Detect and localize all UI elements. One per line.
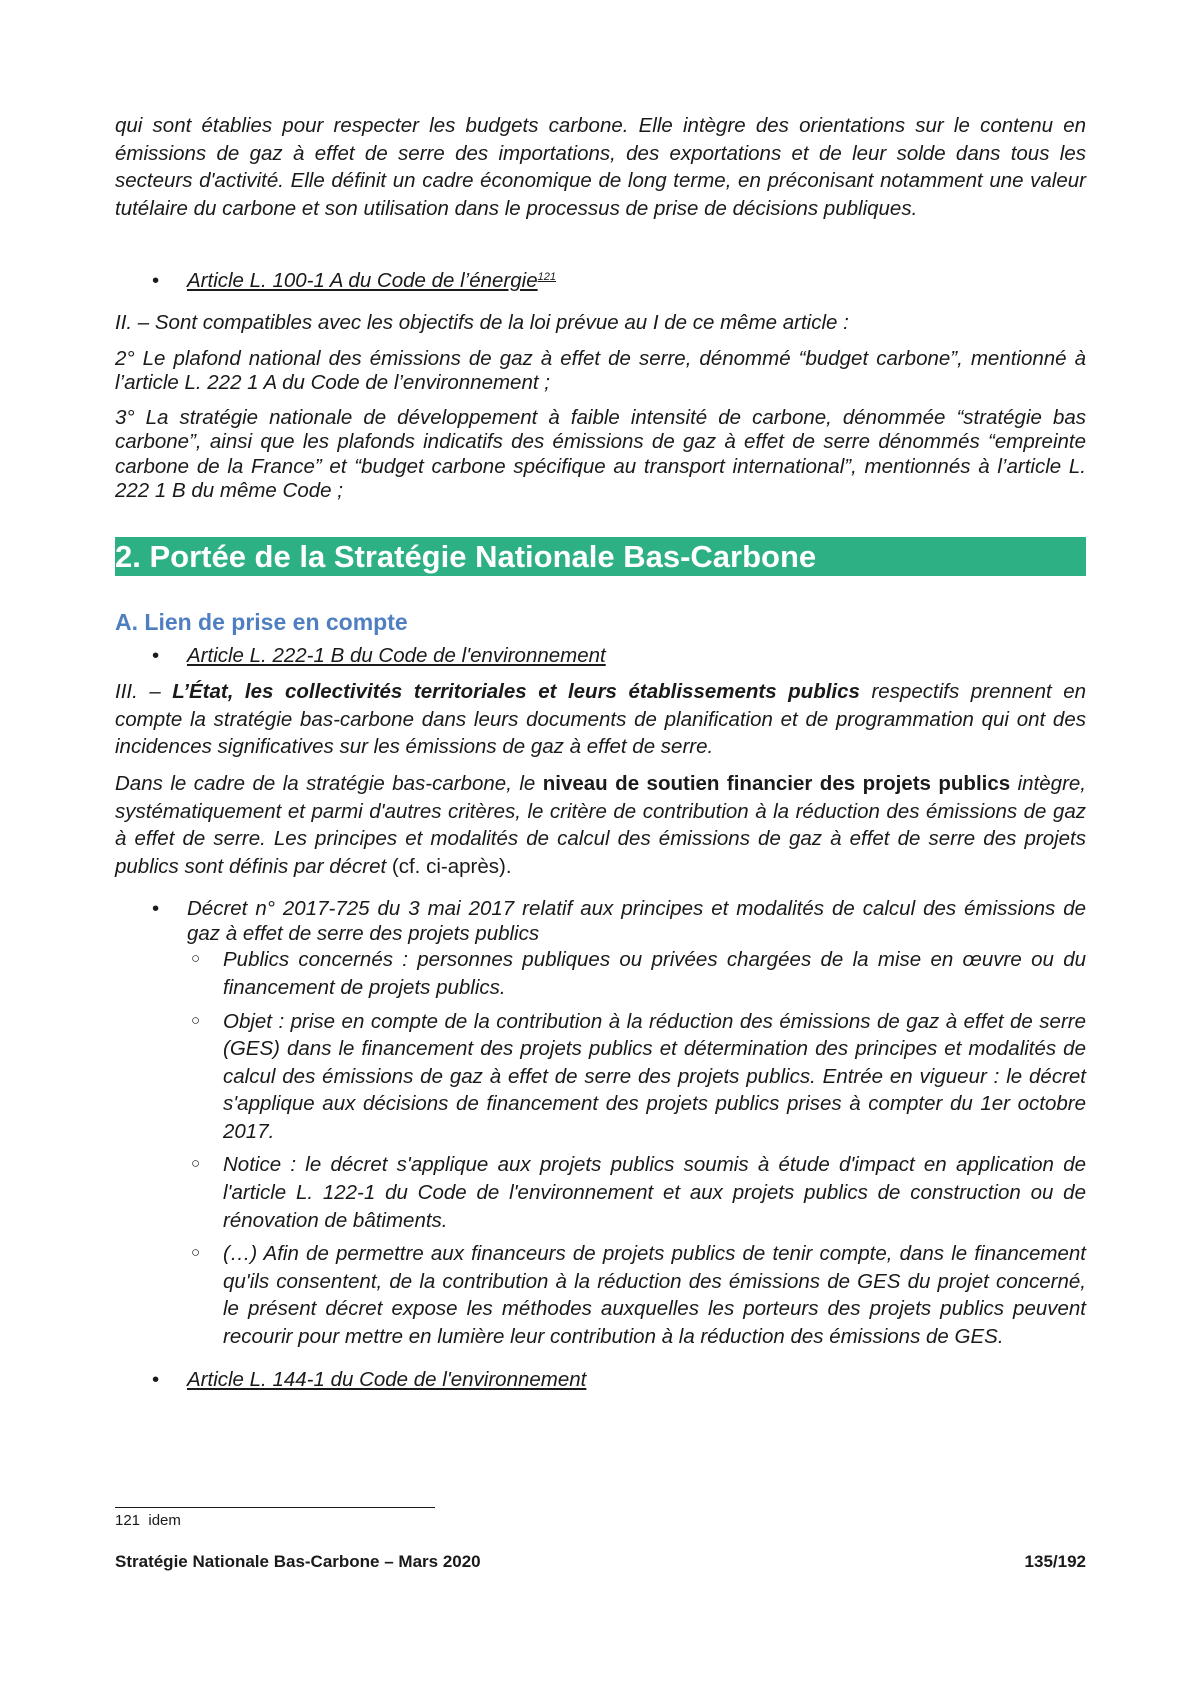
paragraph-intro: qui sont établies pour respecter les budgets carbone. Elle intègre des orientations sur le contenu en émissions de gaz à effet de serre des importations, des exportations et de leur solde dans tous les secteurs d'activité. Elle définit un cadre économique de long terme, en préconisant notamment une valeur tutélaire du carbone et son utilisation dans le processus de prise de décisions publiques. (115, 114, 1086, 220)
sub-bullet-icon: ○ (191, 1155, 201, 1173)
sub-bullet-icon: ○ (191, 950, 201, 968)
paragraph-ii: II. – Sont compatibles avec les objectifs de la loi prévue au I de ce même article : (115, 310, 849, 334)
sub-item-publics: ○ Publics concernés : personnes publiques ou privées chargées de la mise en œuvre ou du financement de projets publics. (115, 946, 1086, 1001)
bullet-icon: • (152, 897, 160, 921)
paragraph-2deg: 2° Le plafond national des émissions de gaz à effet de serre, dénommé “budget carbone”, mentionné à l’article L. 222 1 A du Code de l’environnement ; (115, 346, 1086, 395)
paragraph-soutien: Dans le cadre de la stratégie bas-carbone, le niveau de soutien financier des projets publics intègre, systématiquement et parmi d'autres critères, le critère de contribution à la réduction des émissions de gaz à effet de serre. Les principes et modalités de calcul des émissions de gaz à effet de serre des projets publics sont définis par décret (cf. ci-après). (115, 771, 1086, 878)
sub-item-methodes: ○ (…) Afin de permettre aux financeurs de projets publics de tenir compte, dans le financement qu'ils consentent, de la contribution à la réduction des émissions de GES du projet concerné, le présent décret expose les méthodes auxquelles les porteurs des projets publics peuvent recourir pour mettre en lumière leur contribution à la réduction des émissions de GES. (115, 1240, 1086, 1350)
footer-title: Stratégie Nationale Bas-Carbone – Mars 2020 (115, 1552, 481, 1571)
article-link[interactable]: Article L. 100-1 A du Code de l’énergie (187, 269, 538, 293)
footnote-ref[interactable]: 121 (537, 271, 556, 284)
sub-bullet-icon: ○ (191, 1011, 201, 1029)
bullet-article-l222-1b (115, 642, 1086, 670)
footnote (115, 1512, 181, 1530)
sub-bullet-icon: ○ (191, 1244, 201, 1262)
bullet-article-l144-1 (115, 1366, 1086, 1394)
paragraph-3deg: 3° La stratégie nationale de développement à faible intensité de carbone, dénommée “stratégie bas carbone”, ainsi que les plafonds indicatifs des émissions de gaz à effet de serre dénommés “empreinte carbone de la France” et “budget carbone spécifique au transport international”, mentionnés à l’article L. 222 1 B du même Code ; (115, 405, 1086, 503)
document-body (115, 112, 1086, 1393)
bullet-article-l100-1a (115, 267, 1086, 295)
bullet-icon: • (152, 643, 160, 667)
article-link[interactable]: Article L. 144-1 du Code de l'environnement (187, 1367, 587, 1391)
footnote-number: 121 (115, 1512, 141, 1529)
page-footer (115, 1552, 1086, 1572)
decret-title: Décret n° 2017-725 du 3 mai 2017 relatif aux principes et modalités de calcul des émissions de gaz à effet de serre des projets publics (187, 897, 1086, 945)
article-link[interactable]: Article L. 222-1 B du Code de l'environnement (187, 643, 606, 667)
footnote-separator (115, 1507, 435, 1508)
bullet-icon: • (152, 1367, 160, 1391)
section-heading: 2. Portée de la Stratégie Nationale Bas-Carbone (115, 537, 1086, 576)
sub-item-objet: ○ Objet : prise en compte de la contribution à la réduction des émissions de gaz à effet de serre (GES) dans le financement des projets publics et détermination des principes et modalités de calcul des émissions de gaz à effet de serre des projets publics. Entrée en vigueur : le décret s'applique aux décisions de financement des projets publics prises à compter du 1er octobre 2017. (115, 1008, 1086, 1146)
bullet-decret (115, 897, 1086, 946)
page-number: 135/192 (1024, 1552, 1086, 1571)
sub-item-notice: ○ Notice : le décret s'applique aux projets publics soumis à étude d'impact en application de l'article L. 122-1 du Code de l'environnement et aux projets publics de construction ou de rénovation de bâtiments. (115, 1151, 1086, 1234)
bullet-icon: • (152, 269, 160, 293)
subheading: A. Lien de prise en compte (115, 608, 408, 635)
paragraph-iii: III. – L’État, les collectivités territoriales et leurs établissements publics respectifs prennent en compte la stratégie bas-carbone dans leurs documents de planification et de programmation qui ont des incidences significatives sur les émissions de gaz à effet de serre. (115, 680, 1087, 759)
footnote-text: idem (148, 1512, 181, 1529)
